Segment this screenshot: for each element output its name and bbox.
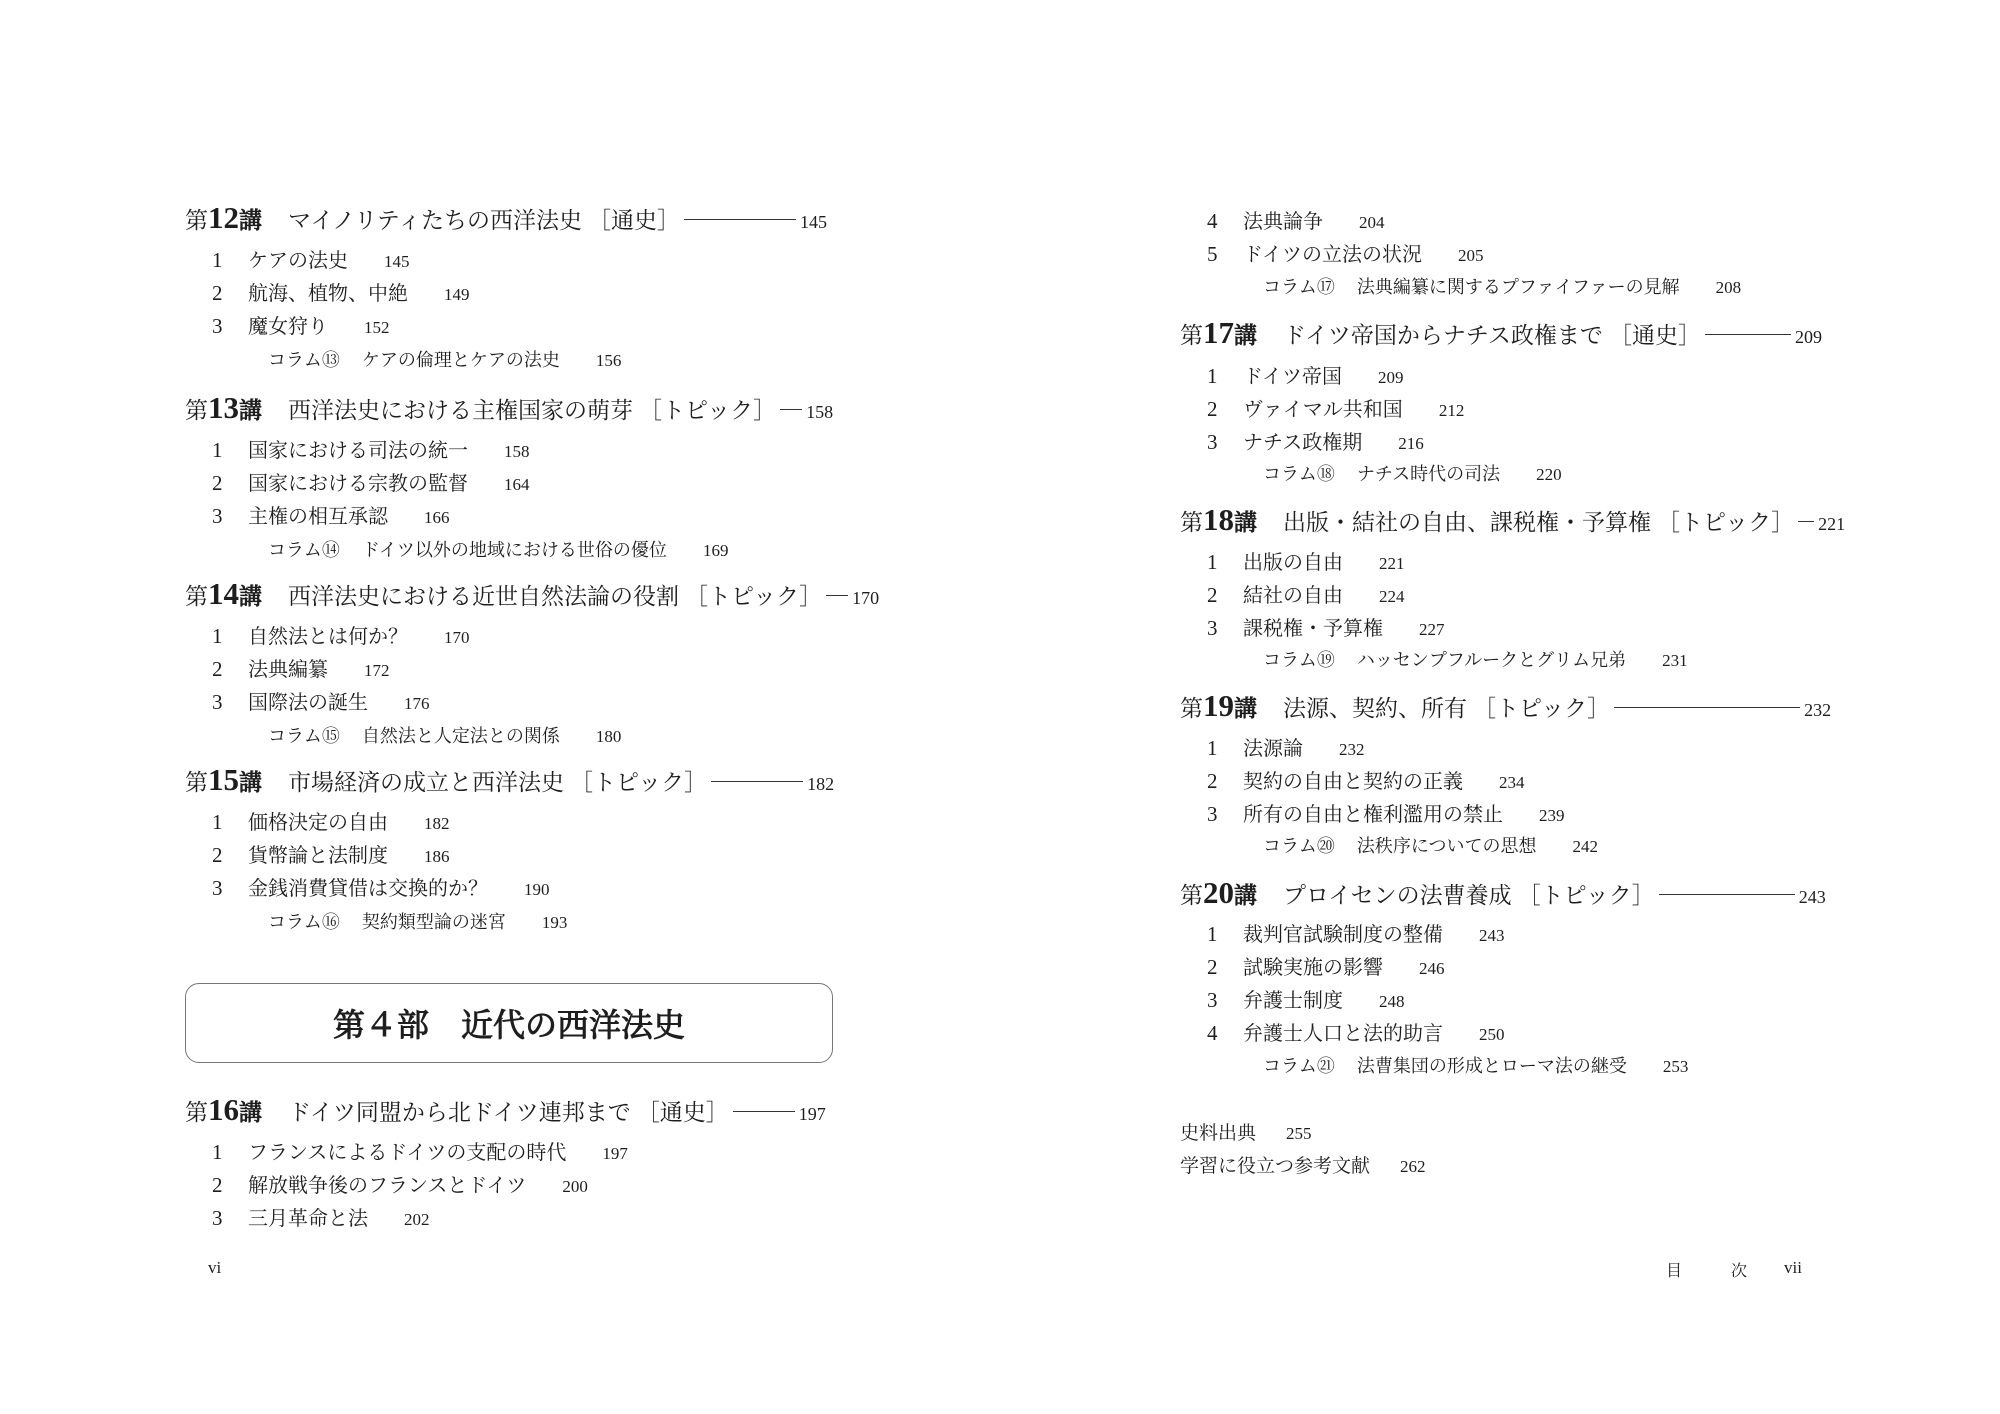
section-title: 魔女狩り: [248, 314, 328, 338]
section-title: 国際法の誕生: [248, 690, 368, 714]
section-page: 246: [1419, 959, 1445, 978]
section-page: 204: [1359, 213, 1385, 232]
section-title: ナチス政権期: [1243, 430, 1363, 454]
toc-section: [212, 1169, 588, 1198]
chapter-prefix: 第: [1180, 883, 1203, 909]
chapter-prefix: 第: [185, 398, 208, 424]
leader-line: [1705, 334, 1791, 335]
section-number: 2: [1207, 955, 1218, 979]
section-title: 価格決定の自由: [248, 810, 388, 834]
chapter-page: 209: [1794, 327, 1822, 347]
column-page: 169: [702, 541, 729, 560]
section-page: 227: [1419, 620, 1445, 639]
section-number: 2: [1207, 769, 1218, 793]
chapter-suffix: 講: [1234, 322, 1257, 349]
endmatter-title: 史料出典: [1180, 1122, 1257, 1144]
part-4-heading-box: [185, 983, 833, 1063]
toc-column: [268, 536, 728, 562]
chapter-title: ドイツ帝国からナチス政権まで: [1283, 323, 1603, 349]
chapter-tag: ［通史］: [587, 208, 680, 234]
section-number: 1: [212, 248, 223, 272]
chapter-number: 20: [1203, 875, 1234, 910]
section-page: 182: [424, 814, 450, 833]
section-page: 170: [444, 628, 470, 647]
chapter-title: プロイセンの法曹養成: [1283, 883, 1512, 909]
section-title: 試験実施の影響: [1243, 955, 1383, 979]
section-page: 209: [1378, 368, 1404, 387]
chapter-14-heading: [185, 576, 879, 612]
chapter-number: 12: [208, 200, 239, 235]
toc-section: [1207, 951, 1445, 980]
section-number: 4: [1207, 1021, 1218, 1045]
chapter-page: 170: [852, 588, 880, 608]
chapter-title: 法源、契約、所有: [1283, 696, 1467, 722]
running-head-2: 次: [1731, 1261, 1748, 1280]
column-label: コラム⑲: [1263, 650, 1335, 671]
toc-section: [1207, 393, 1464, 422]
toc-section: [212, 277, 470, 306]
section-page: 172: [364, 661, 390, 680]
section-title: 貨幣論と法制度: [248, 843, 388, 867]
toc-column: [1263, 460, 1562, 486]
section-title: 弁護士人口と法的助言: [1243, 1021, 1443, 1045]
toc-section: [212, 1202, 430, 1231]
toc-section: [212, 467, 530, 496]
chapter-page: 221: [1818, 514, 1846, 534]
section-title: ドイツの立法の状況: [1243, 242, 1422, 266]
chapter-prefix: 第: [1180, 696, 1203, 722]
section-page: 250: [1479, 1025, 1505, 1044]
leader-line: [826, 595, 848, 596]
section-number: 3: [1207, 430, 1218, 454]
chapter-prefix: 第: [1180, 510, 1203, 536]
chapter-number: 16: [208, 1092, 239, 1127]
section-number: 3: [212, 314, 223, 338]
chapter-title: ドイツ同盟から北ドイツ連邦まで: [288, 1100, 631, 1126]
section-title: ヴァイマル共和国: [1243, 397, 1403, 421]
chapter-tag: ［トピック］: [1657, 510, 1795, 536]
column-page: 156: [595, 351, 622, 370]
section-number: 5: [1207, 242, 1218, 266]
section-number: 2: [212, 471, 223, 495]
section-number: 1: [1207, 922, 1218, 946]
section-page: 145: [384, 252, 410, 271]
toc-section: [1207, 765, 1525, 794]
section-number: 1: [212, 810, 223, 834]
section-title: 主権の相互承認: [248, 504, 388, 528]
chapter-number: 13: [208, 390, 239, 425]
section-number: 1: [212, 438, 223, 462]
section-page: 234: [1499, 773, 1525, 792]
chapter-title: 出版・結社の自由、課税権・予算権: [1283, 510, 1651, 536]
toc-column: [1263, 646, 1688, 672]
chapter-20-heading: [1180, 875, 1826, 911]
chapter-title: 西洋法史における近世自然法論の役割: [288, 584, 679, 610]
section-number: 2: [1207, 397, 1218, 421]
column-label: コラム⑳: [1263, 836, 1335, 857]
chapter-number: 15: [208, 762, 239, 797]
section-page: 243: [1479, 926, 1505, 945]
toc-section: [1207, 205, 1385, 234]
column-title: 法曹集団の形成とローマ法の継受: [1356, 1056, 1627, 1077]
toc-column: [1263, 273, 1741, 299]
toc-column: [268, 908, 567, 934]
chapter-title: マイノリティたちの西洋法史: [288, 208, 582, 234]
endmatter-title: 学習に役立つ参考文献: [1180, 1155, 1371, 1177]
section-page: 200: [562, 1177, 588, 1196]
section-page: 205: [1458, 246, 1484, 265]
toc-section: [1207, 238, 1484, 267]
chapter-prefix: 第: [185, 1100, 208, 1126]
leader-line: [1614, 707, 1800, 708]
chapter-number: 18: [1203, 502, 1234, 537]
section-page: 224: [1379, 587, 1405, 606]
column-title: 契約類型論の迷宮: [361, 912, 506, 933]
chapter-suffix: 講: [239, 207, 262, 234]
section-page: 197: [602, 1144, 628, 1163]
chapter-suffix: 講: [1234, 695, 1257, 722]
section-title: 契約の自由と契約の正義: [1243, 769, 1463, 793]
section-number: 3: [1207, 616, 1218, 640]
chapter-tag: ［トピック］: [570, 770, 708, 796]
column-title: 法秩序についての思想: [1356, 836, 1537, 857]
leader-line: [780, 409, 802, 410]
chapter-18-heading: [1180, 502, 1845, 538]
endmatter-page: 262: [1400, 1157, 1426, 1176]
section-title: 自然法とは何か？: [248, 624, 408, 648]
section-page: 248: [1379, 992, 1405, 1011]
section-page: 186: [424, 847, 450, 866]
column-page: 208: [1715, 278, 1742, 297]
column-title: ハッセンプフルークとグリム兄弟: [1356, 650, 1627, 671]
section-page: 190: [524, 880, 550, 899]
section-number: 2: [212, 657, 223, 681]
section-number: 3: [1207, 988, 1218, 1012]
section-number: 3: [212, 876, 223, 900]
chapter-19-heading: [1180, 688, 1831, 724]
section-number: 1: [212, 624, 223, 648]
leader-line: [684, 219, 796, 220]
chapter-prefix: 第: [185, 770, 208, 796]
section-title: 国家における司法の統一: [248, 438, 468, 462]
toc-section: [1207, 579, 1405, 608]
leader-line: [711, 781, 803, 782]
chapter-suffix: 講: [239, 769, 262, 796]
chapter-prefix: 第: [1180, 323, 1203, 349]
chapter-15-heading: [185, 762, 834, 798]
section-number: 4: [1207, 209, 1218, 233]
toc-section: [1207, 918, 1505, 947]
section-number: 2: [1207, 583, 1218, 607]
toc-section: [1207, 1017, 1505, 1046]
toc-column: [1263, 1052, 1688, 1078]
section-number: 1: [1207, 550, 1218, 574]
section-page: 166: [424, 508, 450, 527]
toc-section: [1207, 426, 1424, 455]
section-page: 212: [1438, 401, 1465, 420]
section-number: 1: [212, 1140, 223, 1164]
column-page: 180: [595, 727, 622, 746]
chapter-17-heading: [1180, 315, 1822, 351]
section-page: 202: [404, 1210, 430, 1229]
page-number: vii: [1784, 1258, 1802, 1277]
column-label: コラム㉑: [1263, 1056, 1335, 1077]
section-number: 1: [1207, 736, 1218, 760]
column-title: ナチス時代の司法: [1356, 464, 1501, 485]
leader-line: [733, 1111, 795, 1112]
section-page: 232: [1339, 740, 1365, 759]
column-title: 自然法と人定法との関係: [361, 726, 560, 747]
column-title: ドイツ以外の地域における世俗の優位: [361, 540, 667, 561]
column-page: 220: [1536, 465, 1562, 484]
chapter-page: 243: [1798, 887, 1826, 907]
toc-section: [212, 434, 530, 463]
section-title: フランスによるドイツの支配の時代: [248, 1140, 567, 1164]
chapter-number: 17: [1203, 315, 1234, 350]
section-page: 149: [444, 285, 470, 304]
chapter-title: 市場経済の成立と西洋法史: [288, 770, 564, 796]
column-label: コラム⑭: [268, 540, 340, 561]
section-page: 176: [404, 694, 430, 713]
column-label: コラム⑰: [1263, 277, 1335, 298]
section-title: 金銭消費貸借は交換的か？: [248, 876, 488, 900]
column-label: コラム⑱: [1263, 464, 1335, 485]
section-title: 所有の自由と権利濫用の禁止: [1243, 802, 1503, 826]
section-title: 法典論争: [1243, 209, 1323, 233]
toc-section: [212, 244, 410, 273]
leader-line: [1798, 521, 1814, 522]
chapter-tag: ［トピック］: [639, 398, 777, 424]
section-number: 2: [212, 1173, 223, 1197]
toc-section: [1207, 546, 1405, 575]
toc-section: [1207, 798, 1565, 827]
chapter-suffix: 講: [239, 1099, 262, 1126]
section-title: 法典編纂: [248, 657, 328, 681]
endmatter-item: [1180, 1118, 1312, 1145]
toc-column: [268, 346, 621, 372]
section-page: 158: [504, 442, 530, 461]
chapter-suffix: 講: [1234, 882, 1257, 909]
chapter-page: 232: [1804, 700, 1832, 720]
column-label: コラム⑮: [268, 726, 340, 747]
toc-section: [1207, 612, 1445, 641]
section-number: 2: [212, 281, 223, 305]
chapter-prefix: 第: [185, 208, 208, 234]
toc-column: [268, 722, 621, 748]
chapter-tag: ［トピック］: [1517, 883, 1655, 909]
running-head-1: 目: [1666, 1261, 1683, 1280]
column-label: コラム⑬: [268, 350, 340, 371]
section-title: 三月革命と法: [248, 1206, 368, 1230]
leader-line: [1659, 894, 1795, 895]
section-page: 152: [364, 318, 390, 337]
column-page: 253: [1662, 1057, 1689, 1076]
section-title: ケアの法史: [248, 248, 348, 272]
toc-section: [212, 653, 390, 682]
toc-section: [212, 620, 470, 649]
toc-section: [212, 310, 390, 339]
section-number: 3: [212, 690, 223, 714]
section-title: 航海、植物、中絶: [248, 281, 408, 305]
toc-column: [1263, 832, 1598, 858]
chapter-12-heading: [185, 200, 827, 236]
chapter-page: 158: [806, 402, 834, 422]
chapter-tag: ［通史］: [1608, 323, 1701, 349]
section-page: 216: [1398, 434, 1424, 453]
section-page: 164: [504, 475, 530, 494]
chapter-suffix: 講: [1234, 509, 1257, 536]
chapter-16-heading: [185, 1092, 826, 1128]
section-title: ドイツ帝国: [1243, 364, 1342, 388]
chapter-page: 197: [798, 1104, 826, 1124]
column-page: 242: [1572, 837, 1598, 856]
section-title: 出版の自由: [1243, 550, 1343, 574]
section-page: 239: [1539, 806, 1565, 825]
chapter-page: 182: [807, 774, 835, 794]
section-title: 弁護士制度: [1243, 988, 1343, 1012]
section-page: 221: [1379, 554, 1405, 573]
toc-section: [212, 806, 450, 835]
toc-section: [212, 1136, 628, 1165]
toc-section: [1207, 360, 1404, 389]
section-title: 国家における宗教の監督: [248, 471, 468, 495]
section-number: 3: [212, 1206, 223, 1230]
chapter-suffix: 講: [239, 583, 262, 610]
toc-section: [212, 686, 430, 715]
toc-section: [212, 872, 550, 901]
section-number: 3: [1207, 802, 1218, 826]
chapter-suffix: 講: [239, 397, 262, 424]
section-number: 1: [1207, 364, 1218, 388]
chapter-number: 19: [1203, 688, 1234, 723]
chapter-number: 14: [208, 576, 239, 611]
right-page: [1000, 0, 2000, 1414]
column-title: ケアの倫理とケアの法史: [361, 350, 560, 371]
endmatter-item: [1180, 1151, 1426, 1178]
toc-section: [212, 500, 450, 529]
column-page: 231: [1662, 651, 1688, 670]
toc-section: [1207, 732, 1365, 761]
section-number: 2: [212, 843, 223, 867]
column-title: 法典編纂に関するプファイファーの見解: [1356, 277, 1680, 298]
chapter-tag: ［通史］: [636, 1100, 729, 1126]
endmatter-page: 255: [1286, 1124, 1312, 1143]
section-title: 結社の自由: [1243, 583, 1343, 607]
section-number: 3: [212, 504, 223, 528]
chapter-title: 西洋法史における主権国家の萌芽: [288, 398, 633, 424]
toc-section: [212, 839, 450, 868]
section-title: 解放戦争後のフランスとドイツ: [248, 1173, 527, 1197]
part-title: 第４部 近代の西洋法史: [332, 1006, 685, 1044]
toc-section: [1207, 984, 1405, 1013]
section-title: 裁判官試験制度の整備: [1243, 922, 1443, 946]
column-label: コラム⑯: [268, 912, 340, 933]
column-page: 193: [541, 913, 568, 932]
page-number: vi: [208, 1258, 222, 1277]
section-title: 法源論: [1243, 736, 1303, 760]
chapter-page: 145: [799, 212, 827, 232]
chapter-13-heading: [185, 390, 833, 426]
chapter-tag: ［トピック］: [685, 584, 823, 610]
chapter-tag: ［トピック］: [1473, 696, 1611, 722]
chapter-prefix: 第: [185, 584, 208, 610]
section-title: 課税権・予算権: [1243, 616, 1383, 640]
